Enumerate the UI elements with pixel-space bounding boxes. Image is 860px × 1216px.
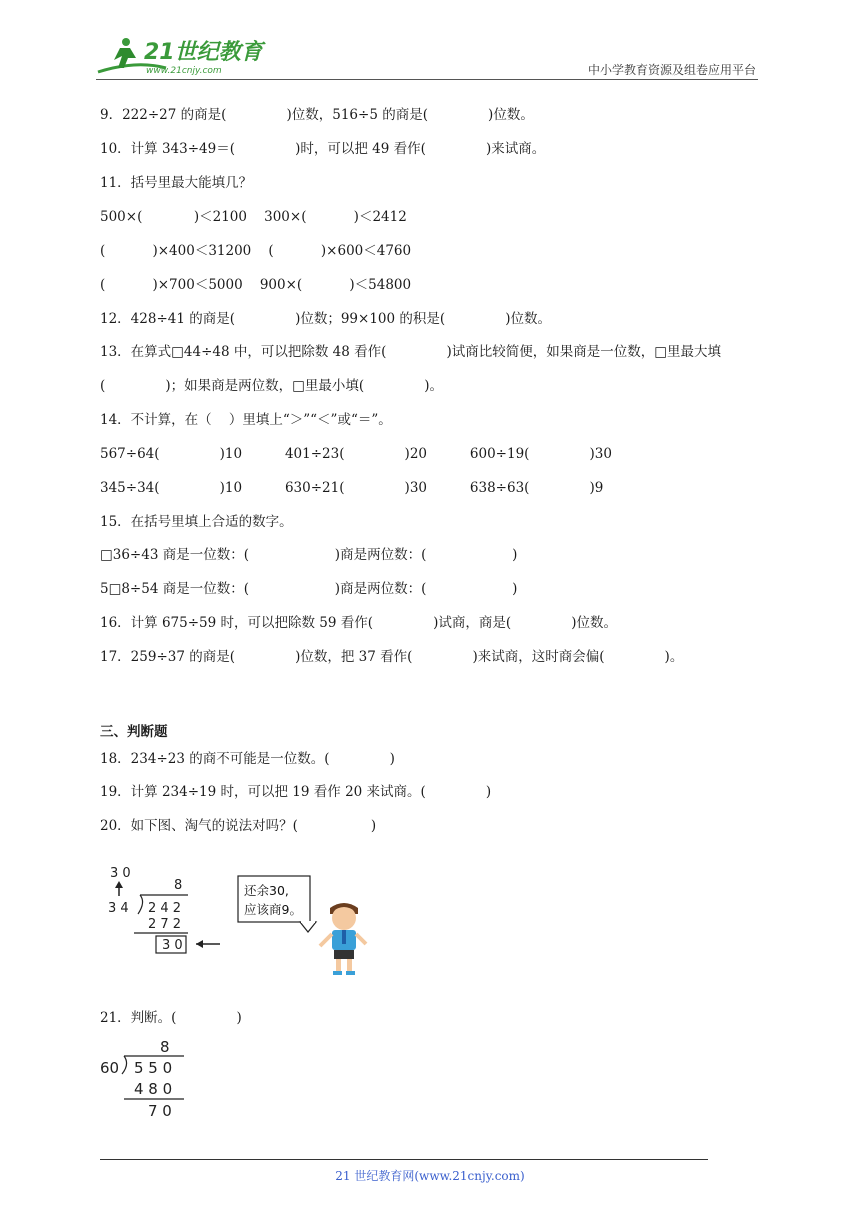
quotient: 8 bbox=[174, 878, 183, 893]
question-19: 19．计算 234÷19 时，可以把 19 看作 20 来试商。( ) bbox=[100, 784, 492, 800]
question-14-row-1: 567÷64( )10 401÷23( )20 600÷19( )30 bbox=[100, 446, 612, 462]
question-12: 12．428÷41 的商是( )位数；99×100 的积是( )位数。 bbox=[100, 311, 551, 327]
question-9: 9．222÷27 的商是( )位数，516÷5 的商是( )位数。 bbox=[100, 107, 534, 123]
question-17: 17．259÷37 的商是( )位数，把 37 看作( )来试商，这时商会偏( )。 bbox=[100, 649, 684, 665]
question-11-row-2: ( )×400＜31200 ( )×600＜4760 bbox=[100, 243, 412, 259]
question-13-cont: ( )；如果商是两位数，□里最小填( )。 bbox=[100, 378, 443, 394]
question-14: 14．不计算，在（ ）里填上“＞”“＜”或“＝”。 bbox=[100, 412, 392, 428]
question-14-row-2: 345÷34( )10 630÷21( )30 638÷63( )9 bbox=[100, 480, 604, 496]
question-15-row-1: □36÷43 商是一位数：( )商是两位数：( ) bbox=[100, 547, 518, 563]
footer-text[interactable]: 21 世纪教育网(www.21cnjy.com) bbox=[335, 1169, 525, 1183]
question-13: 13．在算式□44÷48 中，可以把除数 48 看作( )试商比较简便，如果商是一位数，□里最大填 bbox=[100, 344, 722, 360]
question-15-row-2: 5□8÷54 商是一位数：( )商是两位数：( ) bbox=[100, 581, 518, 597]
division-figure-20 bbox=[104, 862, 374, 982]
logo-url: www.21cnjy.com bbox=[146, 66, 222, 76]
question-18: 18．234÷23 的商不可能是一位数。( ) bbox=[100, 751, 395, 767]
bubble-line-1: 还余30, bbox=[244, 883, 289, 898]
question-11-row-3: ( )×700＜5000 900×( )＜54800 bbox=[100, 277, 412, 293]
product: 2 7 2 bbox=[148, 917, 182, 932]
division-figure-21 bbox=[98, 1036, 198, 1122]
header-divider bbox=[96, 79, 758, 80]
header-platform-text: 中小学教育资源及组卷应用平台 bbox=[587, 63, 756, 77]
site-logo bbox=[96, 34, 276, 78]
dividend: 2 4 2 bbox=[148, 901, 182, 916]
logo-text: 21世纪教育 bbox=[144, 40, 263, 65]
question-20: 20．如下图、淘气的说法对吗？( ) bbox=[100, 818, 377, 834]
question-16: 16．计算 675÷59 时，可以把除数 59 看作( )试商，商是( )位数。 bbox=[100, 615, 618, 631]
footer-divider bbox=[100, 1159, 708, 1160]
section-title-judgement: 三、判断题 bbox=[100, 724, 168, 740]
dividend: 5 5 0 bbox=[134, 1059, 173, 1077]
question-15: 15．在括号里填上合适的数字。 bbox=[100, 514, 293, 530]
boy-illustration bbox=[320, 903, 366, 975]
remainder: 3 0 bbox=[162, 938, 183, 953]
remainder: 7 0 bbox=[148, 1102, 172, 1120]
bubble-line-2: 应该商9。 bbox=[244, 902, 302, 917]
question-10: 10．计算 343÷49＝( )时，可以把 49 看作( )来试商。 bbox=[100, 141, 546, 157]
question-21: 21．判断。( ) bbox=[100, 1010, 242, 1026]
product: 4 8 0 bbox=[134, 1080, 173, 1098]
estimate-label: 3 0 bbox=[110, 866, 131, 881]
question-11: 11．括号里最大能填几？ bbox=[100, 175, 253, 191]
quotient: 8 bbox=[160, 1038, 170, 1056]
divisor: 3 4 bbox=[108, 901, 129, 916]
left-arrow-icon bbox=[196, 940, 203, 948]
question-11-row-1: 500×( )＜2100 300×( )＜2412 bbox=[100, 209, 407, 225]
divisor: 60 bbox=[100, 1059, 120, 1077]
